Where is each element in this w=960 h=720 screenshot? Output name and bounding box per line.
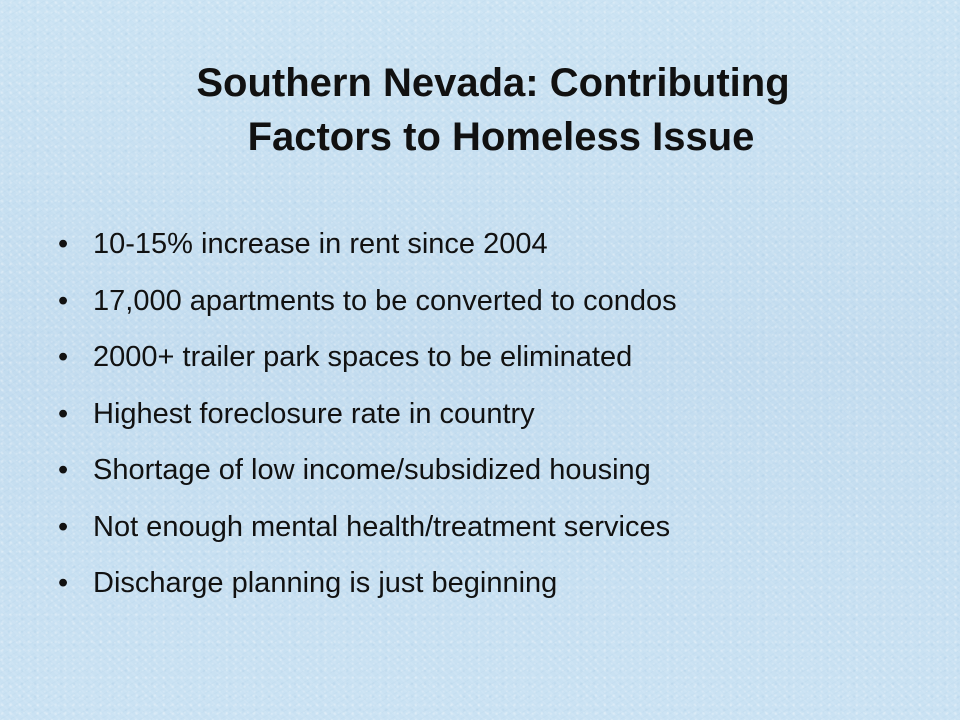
bullet-text: Highest foreclosure rate in country — [93, 397, 535, 430]
bullet-text: Discharge planning is just beginning — [93, 567, 558, 599]
slide-title — [60, 56, 920, 164]
bullet-list — [58, 216, 677, 612]
bullet-text: 10-15% increase in rent since 2004 — [93, 228, 548, 260]
bullet-item — [58, 273, 677, 330]
bullet-item — [58, 216, 677, 273]
bullet-dot-icon: • — [58, 567, 69, 599]
bullet-dot-icon: • — [58, 284, 69, 317]
bullet-text: 2000+ trailer park spaces to be eliminated — [93, 341, 633, 373]
bullet-item — [58, 499, 677, 556]
bullet-item — [58, 555, 677, 612]
slide-title-line-1: Southern Nevada: Contributing — [196, 61, 790, 105]
bullet-dot-icon: • — [58, 454, 69, 486]
bullet-dot-icon: • — [58, 510, 69, 543]
slide-title-line-2: Factors to Homeless Issue — [247, 115, 755, 159]
bullet-text: Not enough mental health/treatment services — [93, 510, 671, 543]
bullet-dot-icon: • — [58, 228, 69, 260]
bullet-item — [58, 442, 677, 499]
bullet-dot-icon: • — [58, 397, 69, 430]
bullet-item — [58, 386, 677, 443]
bullet-text: Shortage of low income/subsidized housing — [93, 454, 651, 486]
bullet-dot-icon: • — [58, 341, 69, 373]
bullet-item — [58, 329, 677, 386]
bullet-text: 17,000 apartments to be converted to condos — [93, 284, 677, 317]
